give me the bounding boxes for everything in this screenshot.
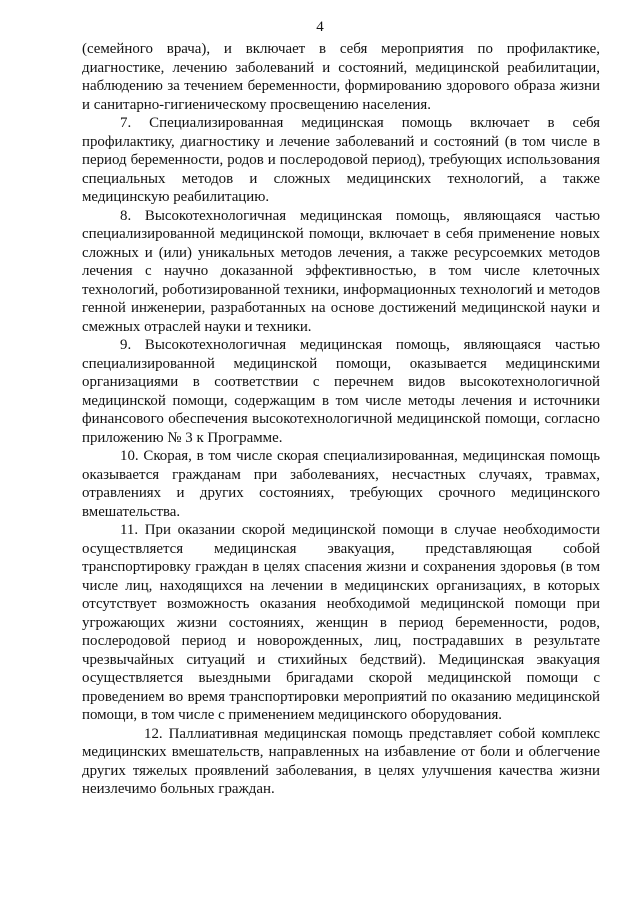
document-body <box>82 40 600 799</box>
page-number: 4 <box>316 19 324 35</box>
paragraph-item-8: 8. Высокотехнологичная медицинская помощь, являющаяся частью специализированной медицинской помощи, включает в себя применение новых сложных и (или) уникальных методов лечения, а также ресурсоемких методов лечения с научно доказанной эффективностью, в том числе клеточных технологий, роботизированной техники, информационных технологий и методов генной инженерии, разработанных на основе достижений медицинской науки и смежных отраслей науки и техники. <box>82 207 600 335</box>
paragraph-item-12: 12. Паллиативная медицинская помощь представляет собой комплекс медицинских вмешательств, направленных на избавление от боли и облегчение других тяжелых проявлений заболевания, в целях улучшения качества жизни неизлечимо больных граждан. <box>82 725 600 797</box>
paragraph-item-9: 9. Высокотехнологичная медицинская помощь, являющаяся частью специализированной медицинской помощи, оказывается медицинскими организациями в соответствии с перечнем видов высокотехнологичной медицинской помощи, содержащим в том числе методы лечения и источники финансового обеспечения высокотехнологичной медицинской помощи, согласно приложению № 3 к Программе. <box>82 337 600 446</box>
paragraph-item-7: 7. Специализированная медицинская помощь включает в себя профилактику, диагностику и лечение заболеваний и состояний (в том числе в период беременности, родов и послеродовой период), требующих использования специальных методов и сложных медицинских технологий, а также медицинскую реабилитацию. <box>82 115 600 205</box>
paragraph-item-10: 10. Скорая, в том числе скорая специализированная, медицинская помощь оказывается гражданам при заболеваниях, несчастных случаях, травмах, отравлениях и других состояниях, требующих срочного медицинского вмешательства. <box>82 448 600 520</box>
paragraph-continuation: (семейного врача), и включает в себя мероприятия по профилактике, диагностике, лечению заболеваний и состояний, медицинской реабилитации, наблюдению за течением беременности, формированию здорового образа жизни и санитарно-гигиеническому просвещению населения. <box>82 41 600 113</box>
paragraph-item-11: 11. При оказании скорой медицинской помощи в случае необходимости осуществляется медицинская эвакуация, представляющая собой транспортировку граждан в целях спасения жизни и сохранения здоровья (в том числе лиц, находящихся на лечении в медицинских организациях, в которых отсутствует возможность оказания необходимой медицинской помощи при угрожающих жизни состояниях, женщин в период беременности, родов, послеродовой период и новорожденных, лиц, пострадавших в результате чрезвычайных ситуаций и стихийных бедствий). Медицинская эвакуация осуществляется выездными бригадами скорой медицинской помощи с проведением во время транспортировки мероприятий по оказанию медицинской помощи, в том числе с применением медицинского оборудования. <box>82 522 600 723</box>
